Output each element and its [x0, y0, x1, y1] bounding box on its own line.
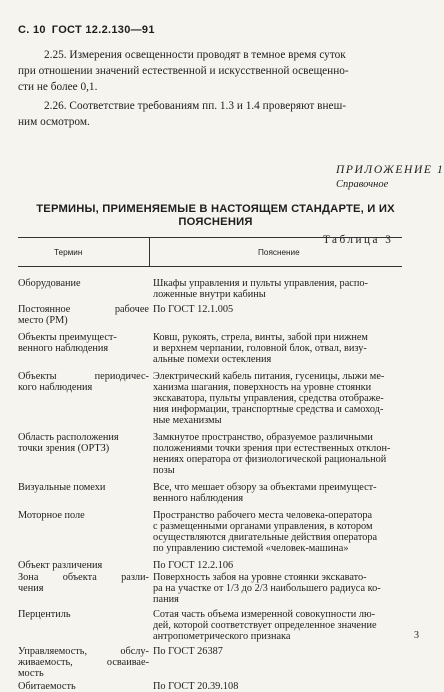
term-cell — [18, 482, 153, 504]
term-line — [18, 681, 149, 692]
paragraph-line: 2.26. Соответствие требованиям пп. 1.3 и 1.4 проверяют внеш- — [44, 100, 347, 112]
definition-line: по управлению системой «человек-машина» — [153, 543, 349, 554]
definition-line: экскаватора, пульты управления, средства отображе- — [153, 393, 384, 404]
term-word: рабочее — [114, 304, 149, 315]
term-word: Моторное поле — [18, 510, 85, 521]
definition-line: Электрический кабель питания, гусеницы, лыжи ме- — [153, 371, 385, 382]
table-label: Таблица 3 — [323, 234, 394, 246]
term-word: венного наблюдения — [18, 343, 109, 354]
term-word: обслу- — [120, 646, 149, 657]
definition-line: По ГОСТ 12.2.106 — [153, 560, 234, 571]
term-word: периодичес- — [94, 371, 149, 382]
definition-line: По ГОСТ 26387 — [153, 646, 223, 657]
term-line — [18, 583, 149, 594]
definition-line: альные помехи остекления — [153, 354, 272, 365]
definition-line: Сотая часть объема измеренной совокупности лю- — [153, 609, 376, 620]
term-line — [18, 432, 149, 443]
paragraph-line: сти не более 0,1. — [18, 81, 98, 93]
paragraph-2-26 — [18, 98, 402, 130]
definition-line: осуществляются двигательные действия оператора — [153, 532, 378, 543]
table-row — [18, 681, 413, 692]
definition-line: ния информации, транспортные средства и самоход- — [153, 404, 384, 415]
term-cell — [18, 646, 153, 679]
definition-cell — [153, 681, 389, 692]
definition-line: положениями точки зрения при естественных отклон- — [153, 443, 391, 454]
definition-line: ложенные внутри кабины — [153, 289, 266, 300]
term-word: Объекты преимущест- — [18, 332, 117, 343]
term-word: Объекты — [18, 371, 57, 382]
term-word: кого наблюдения — [18, 382, 93, 393]
definition-line: позы — [153, 465, 175, 476]
definition-cell — [153, 332, 389, 365]
column-header-definition: Пояснение — [258, 248, 300, 257]
table-row — [18, 609, 413, 642]
term-cell — [18, 609, 153, 642]
title-line: ТЕРМИНЫ, ПРИМЕНЯЕМЫЕ В НАСТОЯЩЕМ СТАНДАРТЕ, И ИХ — [36, 203, 395, 215]
term-line — [18, 572, 149, 583]
term-line — [18, 668, 149, 679]
definition-cell — [153, 646, 389, 679]
term-cell — [18, 304, 153, 326]
title-line: ПОЯСНЕНИЯ — [178, 216, 253, 228]
term-line — [18, 646, 149, 657]
paragraph-line: ним осмотром. — [18, 116, 90, 128]
table-row — [18, 646, 413, 679]
page-number-header: С. 10 — [18, 24, 46, 36]
term-line — [18, 609, 149, 620]
term-line — [18, 510, 149, 521]
term-word: разли- — [121, 572, 149, 583]
definition-line: и верхнем черпании, головной блок, отвал, визу- — [153, 343, 367, 354]
term-word: точки зрения (ОРТЗ) — [18, 443, 110, 454]
term-word: Управляемость, — [18, 646, 88, 657]
section-title — [18, 203, 413, 229]
definition-line: По ГОСТ 20.39.108 — [153, 681, 239, 692]
term-word: мость — [18, 668, 44, 679]
column-header-term: Термин — [54, 248, 83, 257]
table-row — [18, 304, 413, 326]
definition-cell — [153, 572, 389, 605]
paragraph-line: 2.25. Измерения освещенности проводят в темное время суток — [44, 49, 346, 61]
definition-line: Ковш, рукоять, стрела, винты, забой при нижнем — [153, 332, 368, 343]
table-row — [18, 572, 413, 605]
term-line — [18, 657, 149, 668]
term-line — [18, 343, 149, 354]
definition-line: с размещенными органами управления, в котором — [153, 521, 373, 532]
term-line — [18, 371, 149, 382]
page-number: 3 — [414, 630, 419, 641]
term-cell — [18, 332, 153, 365]
table-header-divider — [149, 237, 150, 266]
term-word: Зона — [18, 572, 39, 583]
definition-cell — [153, 371, 389, 426]
definition-line: дей, которой соответствует определенное значение — [153, 620, 377, 631]
term-word: Перцентиль — [18, 609, 71, 620]
standard-code: ГОСТ 12.2.130—91 — [51, 24, 155, 36]
table-body — [18, 278, 413, 692]
table-row — [18, 278, 413, 300]
term-word: Постоянное — [18, 304, 71, 315]
definition-cell — [153, 278, 389, 300]
definition-cell — [153, 560, 389, 571]
term-word: осваивае- — [106, 657, 149, 668]
definition-line: Все, что мешает обзору за объектами преимущест- — [153, 482, 377, 493]
definition-cell — [153, 304, 389, 326]
term-word: чения — [18, 583, 44, 594]
term-cell — [18, 278, 153, 300]
table-row — [18, 482, 413, 504]
term-line — [18, 315, 149, 326]
table-row — [18, 510, 413, 554]
definition-line: ханизма шагания, поверхность на уровне стоянки — [153, 382, 372, 393]
appendix-label: ПРИЛОЖЕНИЕ 1 — [336, 164, 444, 176]
term-cell — [18, 681, 153, 692]
term-word: Оборудование — [18, 278, 81, 289]
term-line — [18, 332, 149, 343]
table-row — [18, 371, 413, 426]
table-top-rule — [18, 237, 402, 238]
definition-line: Поверхность забоя на уровне стоянки экскавато- — [153, 572, 367, 583]
definition-cell — [153, 609, 389, 642]
definition-cell — [153, 432, 389, 476]
paragraph-line: при отношении значений естественной и искусственной освещенно- — [18, 65, 349, 77]
table-row — [18, 332, 413, 365]
term-cell — [18, 572, 153, 605]
table-header-rule — [18, 266, 402, 267]
term-line — [18, 482, 149, 493]
definition-cell — [153, 510, 389, 554]
definition-line: нениях оператора от физиологической рациональной — [153, 454, 387, 465]
term-word: живаемость, — [18, 657, 73, 668]
definition-line: ные механизмы — [153, 415, 222, 426]
term-word: объекта — [62, 572, 97, 583]
term-line — [18, 382, 149, 393]
definition-line: ра на участке от 1/3 до 2/3 наибольшего радиуса ко- — [153, 583, 381, 594]
definition-cell — [153, 482, 389, 504]
term-word: Визуальные помехи — [18, 482, 106, 493]
definition-line: Замкнутое пространство, образуемое различными — [153, 432, 373, 443]
term-word: место (РМ) — [18, 315, 68, 326]
term-cell — [18, 510, 153, 554]
page-header — [18, 24, 155, 36]
term-line — [18, 443, 149, 454]
term-word: Объект различения — [18, 560, 103, 571]
definition-line: пания — [153, 594, 179, 605]
term-line — [18, 560, 149, 571]
definition-line: По ГОСТ 12.1.005 — [153, 304, 234, 315]
term-line — [18, 278, 149, 289]
paragraph-2-25 — [18, 47, 402, 95]
term-cell — [18, 371, 153, 426]
term-word: Обитаемость — [18, 681, 76, 692]
table-row — [18, 432, 413, 476]
term-cell — [18, 560, 153, 571]
definition-line: антропометрического признака — [153, 631, 291, 642]
definition-line: венного наблюдения — [153, 493, 244, 504]
term-cell — [18, 432, 153, 476]
definition-line: Пространство рабочего места человека-оператора — [153, 510, 373, 521]
term-word: Область расположения — [18, 432, 119, 443]
appendix-type: Справочное — [336, 179, 389, 190]
table-row — [18, 560, 413, 571]
definition-line: Шкафы управления и пульты управления, распо- — [153, 278, 368, 289]
term-line — [18, 304, 149, 315]
